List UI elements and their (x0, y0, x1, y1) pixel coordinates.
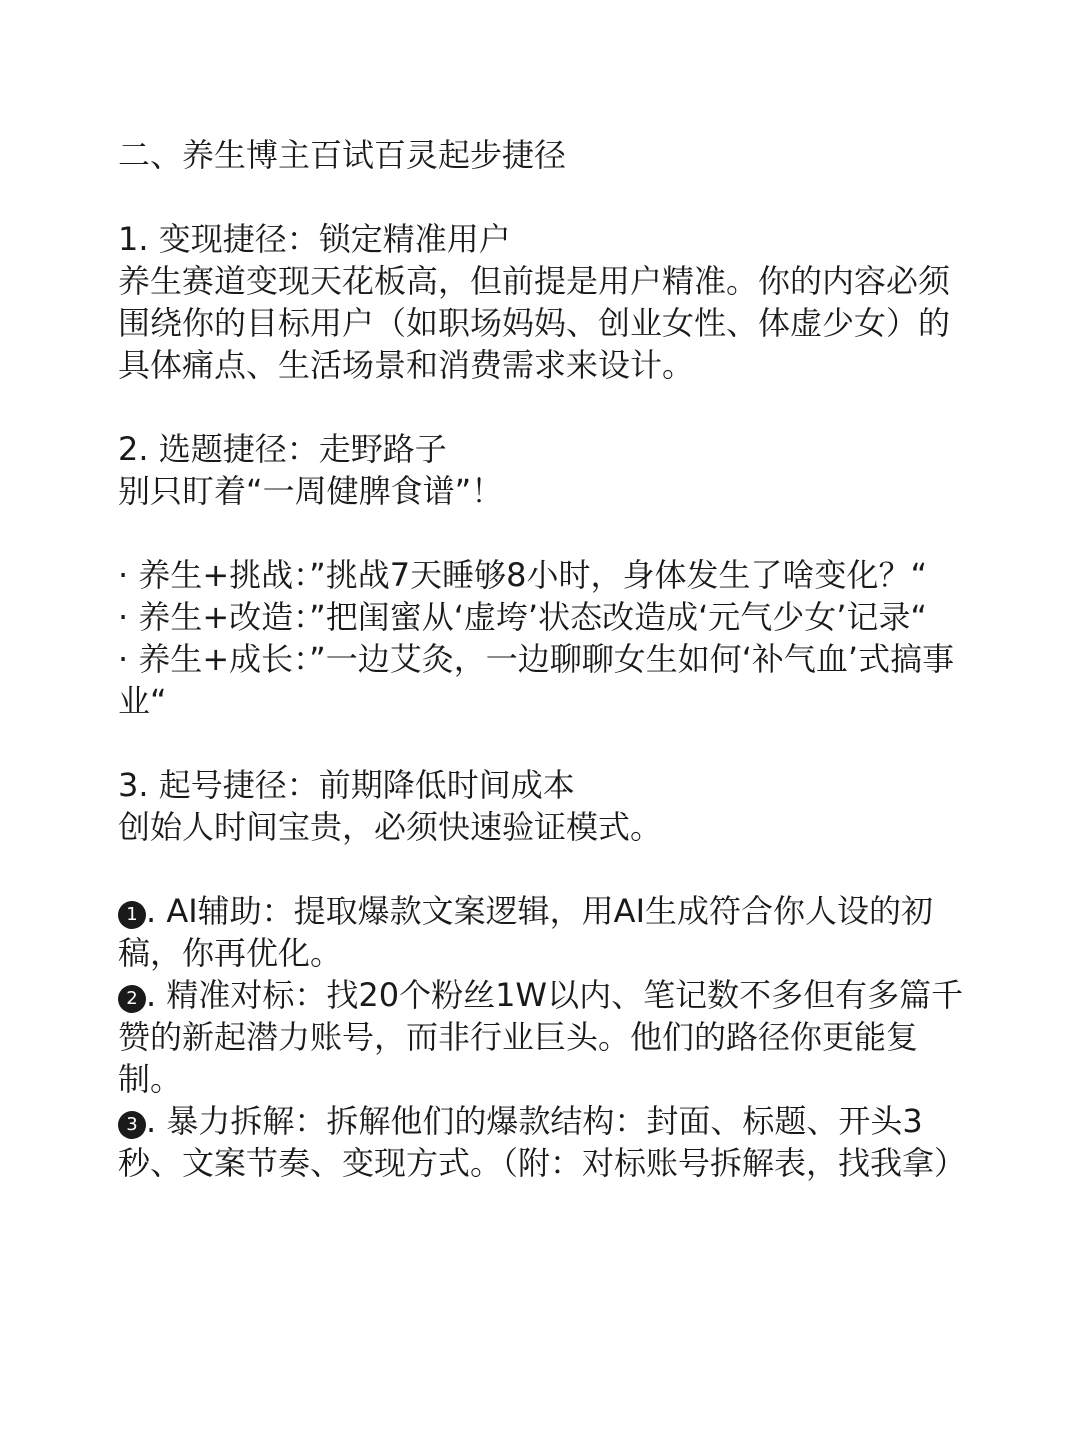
section-1-body: 养生赛道变现天花板高，但前提是用户精准。你的内容必须围绕你的目标用户（如职场妈妈、创业女性、体虚少女）的具体痛点、生活场景和消费需求来设计。 (118, 262, 951, 384)
section-2-bullet-1: · 养生+挑战：”挑战7天睡够8小时，身体发生了啥变化？“ (118, 556, 928, 594)
section-1-heading: 1. 变现捷径：锁定精准用户 (118, 220, 511, 258)
section-3-item-1-text: . AI辅助：提取爆款文案逻辑，用AI生成符合你人设的初稿，你再优化。 (118, 892, 934, 972)
spacer (118, 176, 968, 218)
article-body (118, 134, 968, 1184)
section-3-item-3 (118, 1100, 968, 1184)
section-3-item-2-text: . 精准对标：找20个粉丝1W以内、笔记数不多但有多篇千赞的新起潜力账号，而非行业巨头。他们的路径你更能复制。 (118, 976, 964, 1098)
section-3-intro: 创始人时间宝贵，必须快速验证模式。 (118, 808, 663, 846)
section-3-heading: 3. 起号捷径：前期降低时间成本 (118, 766, 575, 804)
article-title: 二、养生博主百试百灵起步捷径 (118, 136, 567, 174)
section-2-intro: 别只盯着“一周健脾食谱”！ (118, 472, 504, 510)
section-2-bullet-3: · 养生+成长：”一边艾灸，一边聊聊女生如何‘补气血’式搞事业“ (118, 640, 955, 720)
number-marker-icon: 3 (118, 1111, 146, 1139)
number-marker-icon: 2 (118, 985, 146, 1013)
spacer (118, 386, 968, 428)
section-3-item-3-text: . 暴力拆解：拆解他们的爆款结构：封面、标题、开头3秒、文案节奏、变现方式。（附：对标账号拆解表，找我拿） (118, 1102, 967, 1182)
section-2-heading: 2. 选题捷径：走野路子 (118, 430, 447, 468)
number-marker-icon: 1 (118, 901, 146, 929)
spacer (118, 848, 968, 890)
section-2-bullet-2: · 养生+改造：”把闺蜜从‘虚垮’状态改造成‘元气少女’记录“ (118, 598, 928, 636)
section-3-item-2 (118, 974, 968, 1100)
section-3-item-1 (118, 890, 968, 974)
spacer (118, 512, 968, 554)
spacer (118, 722, 968, 764)
